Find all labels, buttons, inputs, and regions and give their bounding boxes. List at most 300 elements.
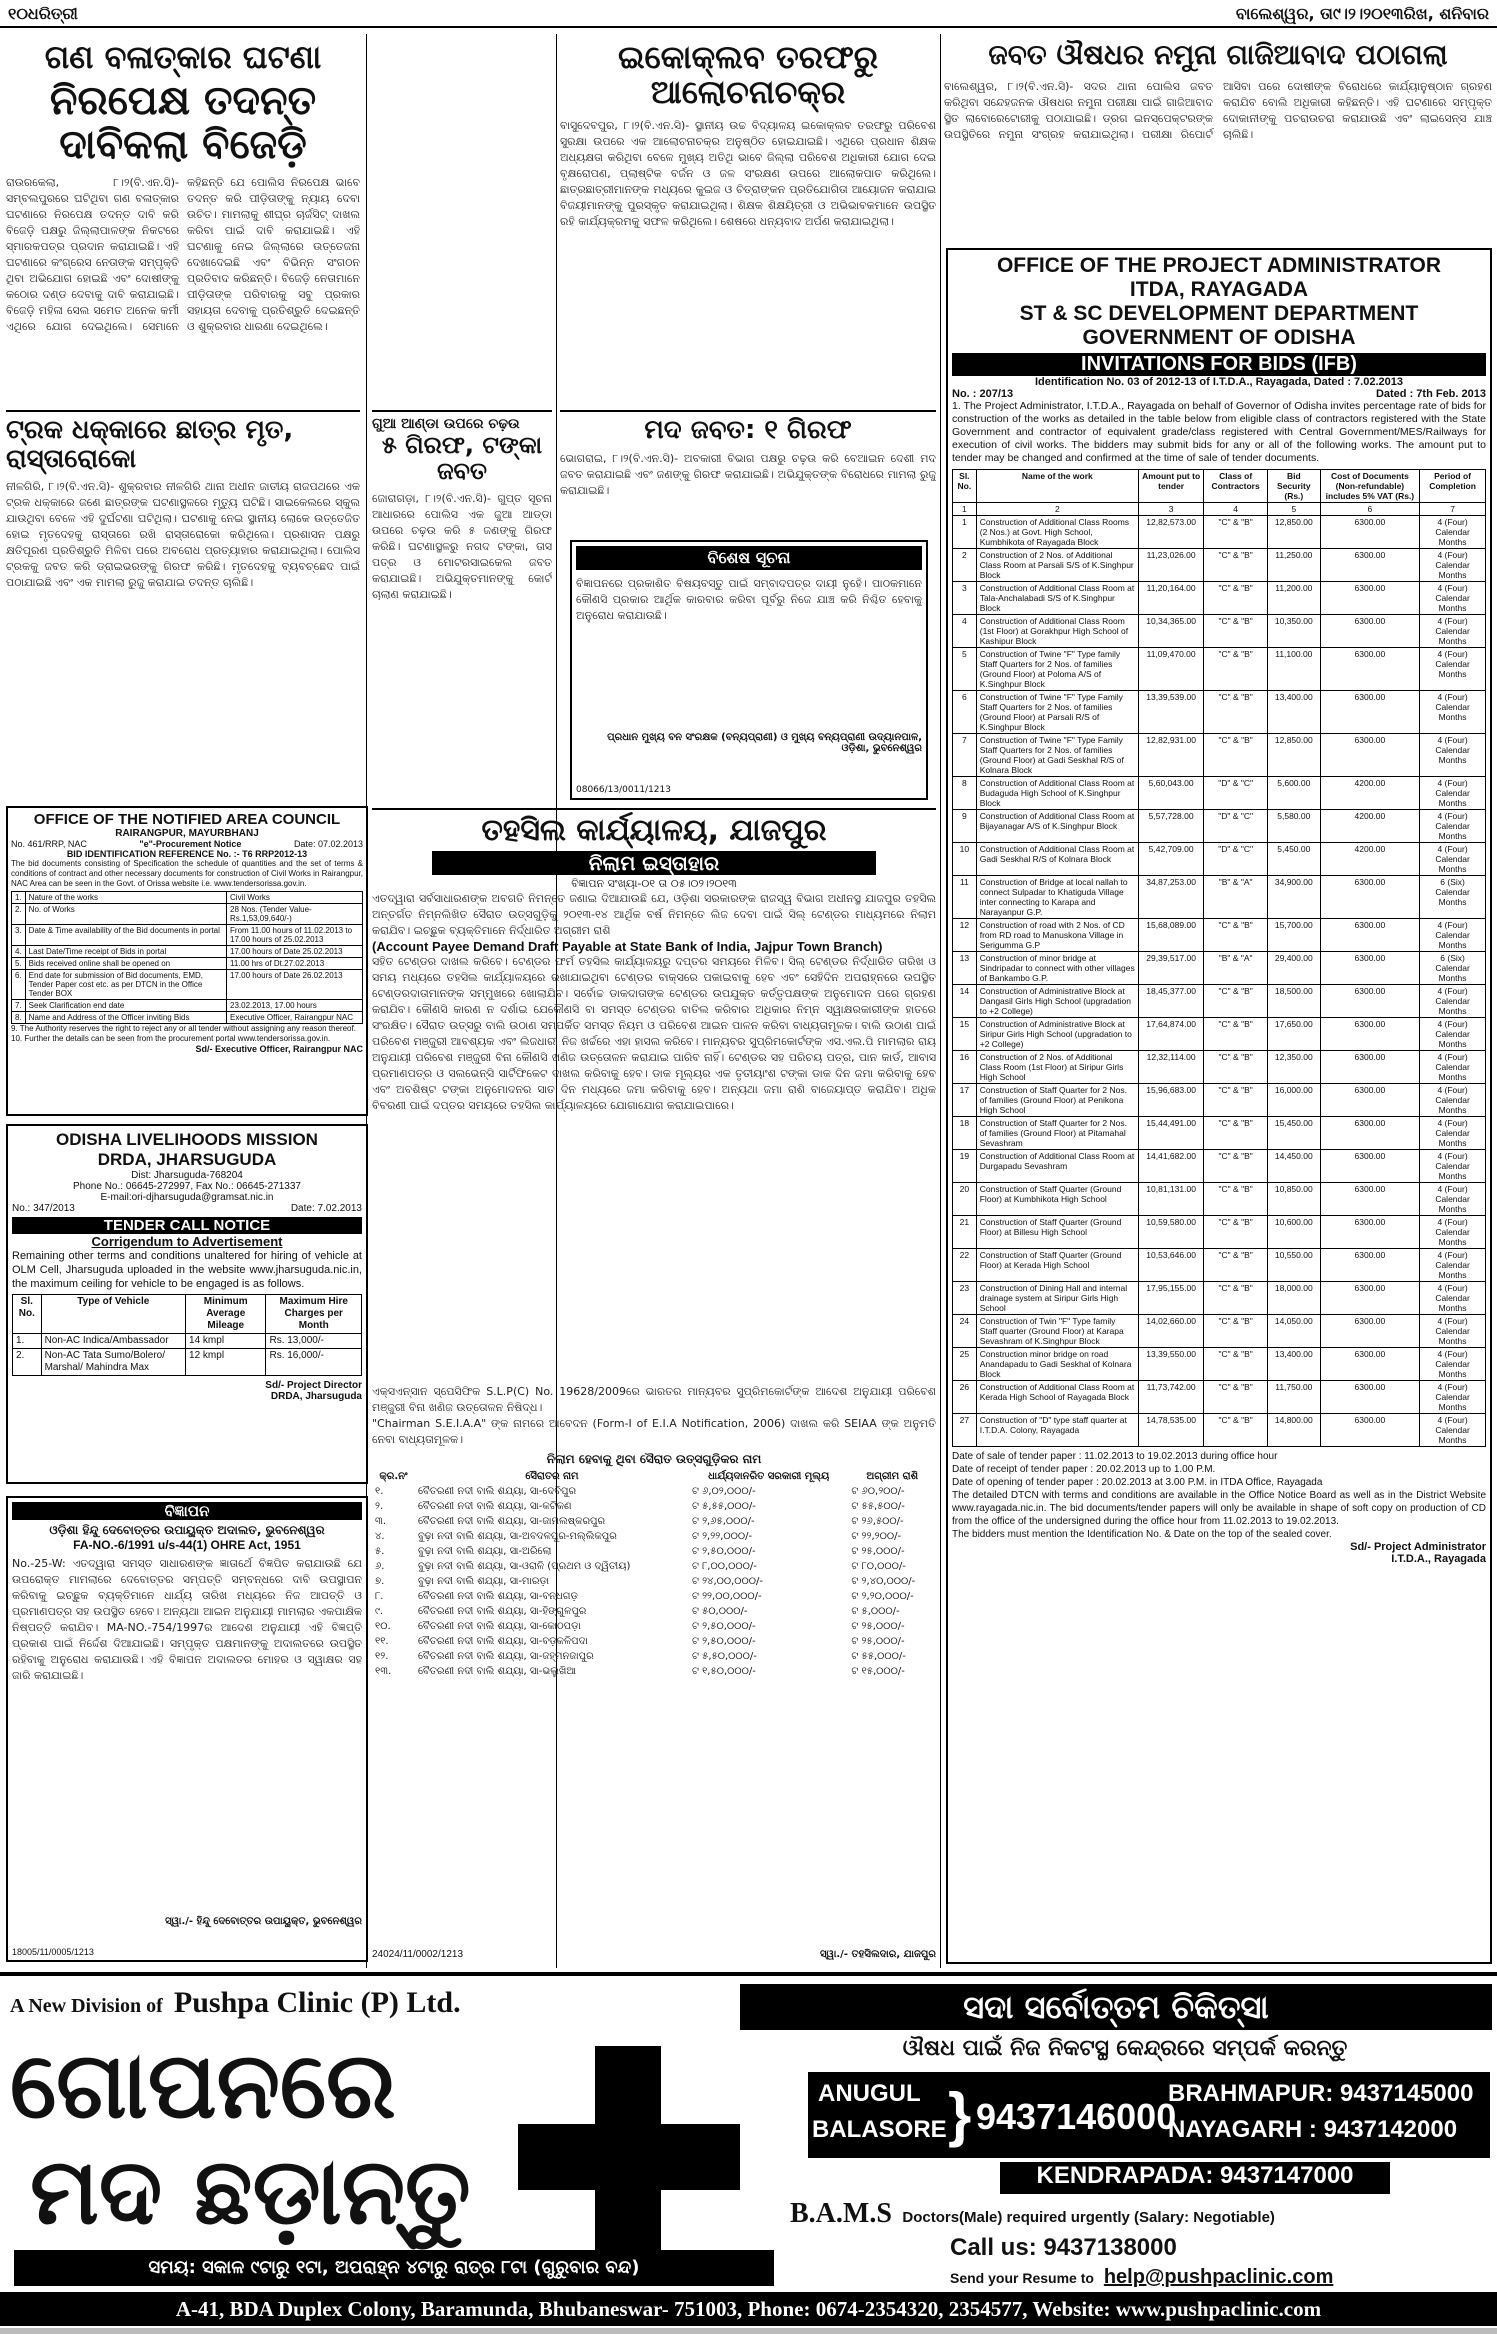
table-cell: Construction of 2 Nos. of Additional Class Room at Parsali S/S of K.Singhpur Block <box>976 549 1138 582</box>
story-truck-accident <box>6 410 360 799</box>
table-cell: Construction of Twine "F" Type Family Staff Quarters for 2 Nos. of families (Ground Floor) at Parsali R/S of K.Singhpur Block <box>976 691 1138 734</box>
table-cell: "C" & "B" <box>1204 1315 1268 1348</box>
table-cell: 11,23,026.00 <box>1138 549 1203 582</box>
clinic-medicine-line: ଔଷଧ ପାଇଁ ନିଜ ନିକଟସ୍ଥ କେନ୍ଦ୍ରରେ ସମ୍ପର୍କ କରନ୍ତୁ <box>902 2036 1348 2061</box>
table-cell: 18,45,377.00 <box>1138 985 1203 1018</box>
table-row <box>372 1634 936 1649</box>
table-row <box>953 691 1486 734</box>
table-cell: 10,850.00 <box>1267 1183 1320 1216</box>
table-cell: 16 <box>953 1051 977 1084</box>
table-cell: ବୁଢ଼ା ନଦୀ ବାଲି ଶଯ୍ୟା, ସା-ଓରାଳି (ପ୍ରଥମ ଓ ଦ୍ୱିତୀୟ) <box>417 1561 631 1572</box>
table-row <box>12 925 363 946</box>
tahasil-dd-note: (Account Payee Demand Draft Payable at State Bank of India, Jajpur Town Branch) <box>372 939 883 954</box>
column-rule <box>940 34 941 1968</box>
clinic-anugul: ANUGUL <box>818 2080 921 2107</box>
table-row <box>953 1249 1486 1282</box>
table-colnum-cell: 2 <box>976 503 1138 516</box>
table-cell: "C" & "B" <box>1204 549 1268 582</box>
table-cell: 26 <box>953 1381 977 1414</box>
itda-bar: INVITATIONS FOR BIDS (IFB) <box>952 353 1486 376</box>
table-cell: ଟ ୨,୫୦,୦୦୦/- <box>691 1546 756 1557</box>
table-cell: Construction minor bridge on road Anandapadu to Gadi Seskhal of Kolnara Block <box>976 1348 1138 1381</box>
table-cell: 14 kmpl <box>186 1334 266 1349</box>
table-cell: ବୈତରଣୀ ନଦୀ ବାଲି ଶଯ୍ୟା, ସା-ହିଙ୍ଗୁଳପୁର <box>417 1606 587 1617</box>
table-cell: ୧୩. <box>375 1666 392 1677</box>
table-cell: Rs. 13,000/- <box>266 1334 362 1349</box>
table-cell: ଟ ୧,୫୦,୦୦୦/- <box>691 1666 756 1677</box>
table-header-cell: କ୍ର.ନଂ <box>379 1471 408 1482</box>
clinic-call: Call us: 9437138000 <box>950 2234 1177 2261</box>
table-cell: ୩. <box>375 1516 387 1527</box>
table-row <box>372 1544 936 1559</box>
table-cell: 6300.00 <box>1320 1183 1419 1216</box>
table-cell: ଟ ୫,୫୦,୦୦୦/- <box>691 1651 757 1662</box>
table-cell: 13,39,539.00 <box>1138 691 1203 734</box>
clinic-doctors: Doctors(Male) required urgently (Salary: Negotiable) <box>902 2209 1275 2226</box>
table-header-row <box>13 1295 362 1334</box>
table-cell: Construction of Bridge at local nallah to connect Sulpadar to Khatiguda Village inter connecting to Karapa and Narayanpur G.P. <box>976 876 1138 919</box>
table-cell: 4 (Four) Calendar Months <box>1420 648 1486 691</box>
table-cell: ଟ ୫,୦୦୦/- <box>851 1606 900 1617</box>
table-row <box>953 1414 1486 1447</box>
table-cell: 13 <box>953 952 977 985</box>
story-body: ଭୋଗରାଇ, ୮।୨(ବି.ଏନ.ସି)- ଅବକାରୀ ବିଭାଗ ପକ୍ଷରୁ ଚଢ଼ଉ କରି ବେଆଇନ ଦେଶୀ ମଦ ଜବତ କରାଯାଇଛି ଏବଂ ଜଣଙ୍କୁ ଗିରଫ କରାଯାଇଛି। ଅଭିଯୁକ୍ତଙ୍କ ବିରୋଧରେ ମାମଲା ରୁଜୁ କରାଯାଇଛି। <box>560 451 936 497</box>
table-cell: "C" & "B" <box>1204 734 1268 777</box>
table-cell: 6300.00 <box>1320 516 1419 549</box>
table-cell: 11,20,164.00 <box>1138 582 1203 615</box>
table-cell: ଟ ୧୫,୦୦୦/- <box>851 1666 905 1677</box>
clinic-line-1: ଗୋପନରେ <box>10 2032 396 2139</box>
table-cell: 34,900.00 <box>1267 876 1320 919</box>
itda-mention: The bidders must mention the Identification No. & Date on the top of the sealed cover. <box>952 1529 1332 1540</box>
table-cell: 25 <box>953 1348 977 1381</box>
story-body: ବାସୁଦେବପୁର, ୮।୨(ବି.ଏନ.ସି)- ସ୍ଥାନୀୟ ଉଚ୍ଚ ବିଦ୍ୟାଳୟ ଇକୋକ୍ଲବ ତରଫରୁ ପରିବେଶ ସୁରକ୍ଷା ଉପରେ ଏକ ଆଲୋଚନାଚକ୍ର ଅନୁଷ୍ଠିତ ହୋଇଯାଇଛି। ଏଥିରେ ପ୍ରଧାନ ଶିକ୍ଷକ ଅଧ୍ୟକ୍ଷତା କରିଥିବା ବେଳେ ମୁଖ୍ୟ ଅତିଥି ଭାବେ ଜିଲ୍ଲା ପରିବେଶ ଅଧିକାରୀ ଯୋଗ ଦେଇ ବୃକ୍ଷରୋପଣ, ପ୍ଲାଷ୍ଟିକ ବର୍ଜନ ଓ ଜଳ ସଂରକ୍ଷଣ ଉପରେ ଆଲୋକପାତ କରିଥିଲେ। ଛାତ୍ରଛାତ୍ରୀମାନଙ୍କ ମଧ୍ୟରେ କୁଇଜ ଓ ଚିତ୍ରାଙ୍କନ ପ୍ରତିଯୋଗିତା ଆୟୋଜନ କରାଯାଇ ବିଜୟୀମାନଙ୍କୁ ପୁରସ୍କୃତ କରାଯାଇଥିଲା। ଶିକ୍ଷକ ଶିକ୍ଷୟିତ୍ରୀ ଓ ଅଭିଭାବକମାନେ ଉପସ୍ଥିତ ରହି କାର୍ଯ୍ୟକ୍ରମକୁ ସଫଳ କରିଥିଲେ। ଶେଷରେ ଧନ୍ୟବାଦ ଅର୍ପଣ କରାଯାଇଥିଲା। <box>560 119 936 229</box>
itda-intro: 1. The Project Administrator, I.T.D.A., Rayagada on behalf of Governor of Odisha invites percentage rate of bids for construction of the works as detailed in the table below from eligible class of contractors registered with the State Government and contractor of equivalent grade/class registered with Central Government/MES/Railways for execution of civil works. The bidders may submit bids for any or all of the following works. The amount put to tender may be changed and confirmed at the time of sale of tender documents. <box>952 400 1486 464</box>
table-cell: ୧. <box>375 1486 384 1497</box>
table-cell: 11 <box>953 876 977 919</box>
table-cell: 15,68,089.00 <box>1138 919 1203 952</box>
notice-ref: 08066/13/0011/1213 <box>576 785 671 795</box>
table-cell: 6300.00 <box>1320 1249 1419 1282</box>
table-header-cell: Cost of Documents (Non-refundable) includes 5% VAT (Rs.) <box>1320 470 1419 503</box>
table-cell: 10,53,646.00 <box>1138 1249 1203 1282</box>
table-cell: ବୈତରଣୀ ନଦୀ ବାଲି ଶଯ୍ୟା, ସା-କଟିକଣ <box>417 1501 572 1512</box>
tahasil-table-caption: ନିଲାମ ହେବାକୁ ଥିବା ସୈରାତ ଉତ୍ସଗୁଡ଼ିକର ନାମ <box>546 1452 762 1466</box>
tahasil-notice-no: ବିଜ୍ଞାପନ ସଂଖ୍ୟା-୦୧ ତା ୦୫।୦୨।୨୦୧୩ <box>571 877 737 890</box>
table-row <box>372 1649 936 1664</box>
table-cell: 23.02.2013, 17.00 hours <box>227 1000 363 1012</box>
table-cell: Construction of "D" type staff quarter at I.T.D.A. Colony, Rayagada <box>976 1414 1138 1447</box>
table-cell: 6 (Six) Calendar Months <box>1420 876 1486 919</box>
table-cell: 7 <box>953 734 977 777</box>
table-cell: 4 (Four) Calendar Months <box>1420 691 1486 734</box>
table-cell: Construction of Twine "F" Type family Staff Quarters for 2 Nos. of families (Ground Floor) at Poloma A/S of K.Singhpur Block <box>976 648 1138 691</box>
table-row <box>953 1381 1486 1414</box>
clinic-phone-box <box>808 2072 1490 2158</box>
nac-title: OFFICE OF THE NOTIFIED AREA COUNCIL <box>33 811 341 828</box>
table-cell: 6300.00 <box>1320 1216 1419 1249</box>
table-header-row <box>372 1469 936 1484</box>
table-cell: 4 (Four) Calendar Months <box>1420 810 1486 843</box>
table-cell: 4 (Four) Calendar Months <box>1420 985 1486 1018</box>
table-cell: 2 <box>953 549 977 582</box>
table-cell: "D" & "C" <box>1204 777 1268 810</box>
dateline: ବାଲେଶ୍ୱର, ତା୯।୨।୨୦୧୩ରିଖ, ଶନିବାର <box>1235 4 1489 23</box>
table-cell: 12,850.00 <box>1267 734 1320 777</box>
clinic-balasore: BALASORE <box>812 2116 947 2143</box>
table-cell: 4. <box>12 946 26 958</box>
table-cell: "C" & "B" <box>1204 1381 1268 1414</box>
table-cell: 13,400.00 <box>1267 1348 1320 1381</box>
story-gambling-raid <box>372 410 552 861</box>
table-cell: 5,580.00 <box>1267 810 1320 843</box>
table-cell: 12 <box>953 919 977 952</box>
table-cell: 3. <box>12 925 26 946</box>
clinic-address: A-41, BDA Duplex Colony, Baramunda, Bhubaneswar- 751003, Phone: 0674-2354320, 2354577, Website: www.pushpaclinic.com <box>0 2292 1497 2326</box>
table-cell: 3 <box>953 582 977 615</box>
table-cell: 5,60,043.00 <box>1138 777 1203 810</box>
table-cell: 4200.00 <box>1320 777 1419 810</box>
table-cell: 4 (Four) Calendar Months <box>1420 1249 1486 1282</box>
table-cell: "C" & "B" <box>1204 582 1268 615</box>
table-cell: 15,96,683.00 <box>1138 1084 1203 1117</box>
table-cell: 4 (Four) Calendar Months <box>1420 1315 1486 1348</box>
table-cell: 10,59,580.00 <box>1138 1216 1203 1249</box>
table-cell: "B" & "A" <box>1204 952 1268 985</box>
table-row <box>953 1348 1486 1381</box>
table-cell: 6300.00 <box>1320 1084 1419 1117</box>
table-cell: 1. <box>12 892 26 904</box>
table-cell: 14,02,660.00 <box>1138 1315 1203 1348</box>
table-header-cell: Maximum Hire Charges per Month <box>266 1295 362 1334</box>
tahasil-eia: "Chairman S.E.I.A.A" ଙ୍କ ନାମରେ ଆବେଦନ (Form-I of E.I.A Notification, 2006) ଦାଖଲ କରି SEIAA ଙ୍କ ଅନୁମତି ନେବା ବାଧ୍ୟତାମୂଳକ। <box>372 1417 936 1446</box>
table-cell: 16,000.00 <box>1267 1084 1320 1117</box>
table-row <box>953 985 1486 1018</box>
table-cell: "C" & "B" <box>1204 1051 1268 1084</box>
table-header-cell: Type of Vehicle <box>41 1295 185 1334</box>
table-cell: ଟ ୨,୨୨,୦୦୦/- <box>691 1531 753 1542</box>
table-row <box>953 952 1486 985</box>
table-row <box>953 615 1486 648</box>
notice-body: ବିଜ୍ଞାପନରେ ପ୍ରକାଶିତ ବିଷୟବସ୍ତୁ ପାଇଁ ସମ୍ବାଦପତ୍ର ଦାୟୀ ନୁହେଁ। ପାଠକମାନେ କୌଣସି ପ୍ରକାର ଆର୍ଥିକ କାରବାର କରିବା ପୂର୍ବରୁ ନିଜେ ଯାଞ୍ଚ କରି ନିଶ୍ଚିତ ହେବାକୁ ଅନୁରୋଧ କରାଯାଉଛି। <box>576 577 922 622</box>
table-cell: ଟ ୫,୫୫,୦୦୦/- <box>691 1501 756 1512</box>
table-cell: 4 (Four) Calendar Months <box>1420 1414 1486 1447</box>
table-row <box>953 1183 1486 1216</box>
olm-office: DRDA, Jharsuguda <box>270 1391 362 1402</box>
table-cell: 27 <box>953 1414 977 1447</box>
table-cell: 10 <box>953 843 977 876</box>
table-cell: 5,600.00 <box>1267 777 1320 810</box>
clinic-bams: B.A.M.S <box>790 2198 892 2229</box>
table-row <box>953 1150 1486 1183</box>
clinic-kendrapada: KENDRAPADA: 9437147000 <box>1000 2162 1390 2194</box>
olm-subtitle: DRDA, JHARSUGUDA <box>97 1150 277 1169</box>
olm-email: E-mail:ori-djharsuguda@gramsat.nic.in <box>100 1192 274 1203</box>
table-cell: ଟ ୨,୫୦,୦୦୦/- <box>691 1636 756 1647</box>
table-row <box>372 1619 936 1634</box>
olm-phone: Phone No.: 06645-272997, Fax No.: 06645-271337 <box>73 1181 301 1192</box>
itda-identification: Identification No. 03 of 2012-13 of I.T.D.A., Rayagada, Dated : 7.02.2013 <box>1034 376 1403 388</box>
story-headline: ନିରପେକ୍ଷ ତଦନ୍ତ ଦାବିକଲା ବିଜେଡ଼ି <box>49 78 317 169</box>
table-cell: "C" & "B" <box>1204 985 1268 1018</box>
table-cell: ବୈତରଣୀ ନଦୀ ବାଲି ଶଯ୍ୟା, ସା-ବଡ଼କଳିପଦା <box>417 1636 588 1647</box>
table-cell: "D" & "C" <box>1204 810 1268 843</box>
table-cell: 4 (Four) Calendar Months <box>1420 549 1486 582</box>
table-cell: ବୈତରଣୀ ନଦୀ ବାଲି ଶଯ୍ୟା, ସା-ବନ୍ଧଗଡ଼ <box>417 1591 578 1602</box>
table-cell: Construction of Twine "F" Type Family Staff Quarters for 2 Nos. of families (Ground Floor) at Gadi Seskhal R/S of Kolnara Block <box>976 734 1138 777</box>
table-cell: 6300.00 <box>1320 615 1419 648</box>
table-cell: 20 <box>953 1183 977 1216</box>
clinic-main-phone: 9437146000 <box>976 2096 1177 2137</box>
table-cell: From 11.00 hours of 11.02.2013 to 17.00 hours of 25.02.2013 <box>227 925 363 946</box>
table-cell: 10,34,365.00 <box>1138 615 1203 648</box>
table-cell: 4 (Four) Calendar Months <box>1420 1117 1486 1150</box>
notice-signature: ପ୍ରଧାନ ମୁଖ୍ୟ ବନ ସଂରକ୍ଷକ (ବନ୍ୟପ୍ରାଣୀ) ଓ ମୁଖ୍ୟ ବନ୍ୟପ୍ରାଣୀ ଉଦ୍ୟାନପାଳ, ଓଡ଼ିଶା, ଭୁବନେଶ୍ୱର <box>607 732 922 754</box>
table-cell: "C" & "B" <box>1204 648 1268 691</box>
table-cell: "C" & "B" <box>1204 516 1268 549</box>
table-cell: ବୈତରଣୀ ନଦୀ ବାଲି ଶଯ୍ୟା, ସା-କୋଠପଡ଼ା <box>417 1621 581 1632</box>
table-cell: ଟ ୨,୨୦,୦୦୦/- <box>851 1591 914 1602</box>
table-cell: 11,100.00 <box>1267 648 1320 691</box>
table-cell: ଟ ୨୬,୫୦୦/- <box>851 1516 904 1527</box>
table-cell: 29,400.00 <box>1267 952 1320 985</box>
olm-table <box>12 1294 362 1376</box>
table-cell: Seek Clarification end date <box>25 1000 226 1012</box>
table-cell: ଟ ୨୨,୦୦,୦୦୦/- <box>691 1591 762 1602</box>
table-row <box>953 1084 1486 1117</box>
table-cell: 7. <box>12 1000 26 1012</box>
tahasil-body-1: ଏତଦ୍ୱାରା ସର୍ବସାଧାରଣଙ୍କ ଅବଗତି ନିମନ୍ତେ ଜଣାଇ ଦିଆଯାଉଛି ଯେ, ଓଡ଼ିଶା ସରକାରଙ୍କ ରାଜସ୍ୱ ବିଭାଗ ଅଧୀନସ୍ଥ ଯାଜପୁର ତହସିଲ ଅନ୍ତର୍ଗତ ନିମ୍ନଲିଖିତ ସୈରାତ ଉତ୍ସଗୁଡ଼ିକୁ ୨୦୧୩-୧୪ ଆର୍ଥିକ ବର୍ଷ ନିମନ୍ତେ ଲିଜ ଦେବା ପାଇଁ ସିଲ୍ ଟେଣ୍ଡର ମାଧ୍ୟମରେ ନିଲାମ କରାଯିବ। ଇଚ୍ଛୁକ ବ୍ୟକ୍ତିମାନେ ନିର୍ଦ୍ଧାରିତ ଅଗ୍ରୀମ ରାଶି <box>372 892 936 937</box>
tahasil-slp: ଏକ୍ସଏନ୍ସାନ ସ୍ପେସିଫିକ S.L.P(C) No. 19628/2009ରେ ଭାରତର ମାନ୍ୟବର ସୁପ୍ରିମକୋର୍ଟଙ୍କ ଆଦେଶ ଅନୁଯାୟୀ ପରିବେଶ ମଞ୍ଜୁରୀ ବିନା ଖଣିଜ ଉତ୍ତୋଳନ ନିଷିଦ୍ଧ। <box>372 1385 936 1414</box>
table-cell: 15,700.00 <box>1267 919 1320 952</box>
table-cell: 6300.00 <box>1320 1348 1419 1381</box>
table-row <box>372 1604 936 1619</box>
table-cell: 11,09,470.00 <box>1138 648 1203 691</box>
table-row <box>372 1514 936 1529</box>
clinic-name: Pushpa Clinic (P) Ltd. <box>173 1986 461 2019</box>
table-cell: 4 (Four) Calendar Months <box>1420 843 1486 876</box>
table-cell: 13,39,550.00 <box>1138 1348 1203 1381</box>
table-cell: ବୁଢ଼ା ନଦୀ ବାଲି ଶଯ୍ୟା, ସା-ଅରିଲୋ <box>417 1546 552 1557</box>
tahasil-signature: ସ୍ୱା./- ତହସିଲଦାର, ଯାଜପୁର <box>820 1949 936 1960</box>
table-row <box>13 1334 362 1349</box>
table-cell: 6300.00 <box>1320 1282 1419 1315</box>
table-header-cell: Name of the work <box>976 470 1138 503</box>
table-cell: "C" & "B" <box>1204 615 1268 648</box>
table-cell: Bids received online shall be opened on <box>25 958 226 970</box>
table-cell: 15,450.00 <box>1267 1117 1320 1150</box>
olm-bar: TENDER CALL NOTICE <box>12 1217 362 1234</box>
table-row <box>372 1589 936 1604</box>
table-cell: "B" & "A" <box>1204 876 1268 919</box>
story-drug-sample <box>944 40 1492 229</box>
table-cell: 4 (Four) Calendar Months <box>1420 1381 1486 1414</box>
table-cell: 2. <box>12 904 26 925</box>
story-headline: ୫ ଗିରଫ, ଟଙ୍କା ଜବତ <box>381 431 543 486</box>
table-cell: Date & Time availability of the Bid documents in portal <box>25 925 226 946</box>
table-row <box>953 1018 1486 1051</box>
table-cell: 24 <box>953 1315 977 1348</box>
table-header-cell: ଅଗ୍ରୀମ ରାଶି <box>866 1471 919 1482</box>
story-body: ଜୋରାଗଡ଼ା, ୮।୨(ବି.ଏନ.ସି)- ଗୁପ୍ତ ସୂଚନା ଆଧାରରେ ପୋଲିସ ଏକ ଜୁଆ ଆଡ୍ଡା ଉପରେ ଚଢ଼ଉ କରି ୫ ଜଣଙ୍କୁ ଗିରଫ କରିଛି। ଘଟଣାସ୍ଥଳରୁ ନଗଦ ଟଙ୍କା, ତାସ ପତ୍ର ଓ ମୋଟରସାଇକେଲ ଜବତ କରାଯାଇଛି। ଅଭିଯୁକ୍ତମାନଙ୍କୁ କୋର୍ଟ ଚାଲାଣ କରାଯାଇଛି। <box>372 491 552 601</box>
table-cell: ଟ ୬୦,୨୦୦/- <box>851 1486 905 1497</box>
table-cell: ବୈତରଣୀ ନଦୀ ବାଲି ଶଯ୍ୟା, ସା-ଦେବିପୁର <box>417 1486 577 1497</box>
table-cell: 17,650.00 <box>1267 1018 1320 1051</box>
table-cell: Construction of Administrative Block at Dangasil Girls High School (upgradation to +2 College) <box>976 985 1138 1018</box>
endowment-case: FA-NO.-6/1991 u/s-44(1) OHRE Act, 1951 <box>73 1538 301 1552</box>
table-cell: Construction of Additional Class Room at Kerada High School of Rayagada Block <box>976 1381 1138 1414</box>
story-kicker: ଗୁଆ ଆଣ୍ଡା ଉପରେ ଚଢ଼ଉ <box>372 416 520 432</box>
story-headline: ଇକୋକ୍ଲବ ତରଫରୁ ଆଲୋଚନାଚକ୍ର <box>617 38 879 112</box>
table-cell: End date for submission of Bid documents, EMD, Tender Paper cost etc. as per DTCN in the Office Tender BOX <box>25 970 226 1000</box>
olm-number: No.: 347/2013 <box>12 1203 75 1214</box>
story-body: ରାଉରକେଲା, ୮।୨(ବି.ଏନ.ସି)- ସମ୍ବଲପୁରରେ ଘଟିଥିବା ଗଣ ବଳାତ୍କାର ଘଟଣାରେ ନିରପେକ୍ଷ ତଦନ୍ତ ଦାବି କରି ବିଜେଡ଼ି ପକ୍ଷରୁ ଜିଲ୍ଲାପାଳଙ୍କ ନିକଟରେ ସ୍ମାରକପତ୍ର ପ୍ରଦାନ କରାଯାଇଛି। ଏହି ଘଟଣାରେ କଂଗ୍ରେସ ନେତାଙ୍କ ସମ୍ପୃକ୍ତି ଥିବା ଅଭିଯୋଗ ହୋଇଛି ଏବଂ ଦୋଷୀଙ୍କୁ କଠୋର ଦଣ୍ଡ ଦେବାକୁ ଦାବି କରାଯାଇଛି। ବିଜେଡ଼ି ମହିଳା ସେଲ ସମେତ ଅନେକ କର୍ମୀ ଏଥିରେ ଯୋଗ ଦେଇଥିଲେ। ସେମାନେ କହିଛନ୍ତି ଯେ ପୋଲିସ ନିରପେକ୍ଷ ଭାବେ ତଦନ୍ତ କରି ପୀଡ଼ିତାଙ୍କୁ ନ୍ୟାୟ ଦେବା ଉଚିତ। ମାମଲାକୁ ଶୀଘ୍ର ଚାର୍ଜସିଟ୍ ଦାଖଲ କରିବା ପାଇଁ ଦାବି କରାଯାଇଛି। ଏହି ଘଟଣାକୁ ନେଇ ଜିଲ୍ଲାରେ ଉତ୍ତେଜନା ଦେଖାଦେଇଛି ଏବଂ ବିଭିନ୍ନ ସଂଗଠନ ପ୍ରତିବାଦ କରିଛନ୍ତି। ବିଜେଡ଼ି ନେତାମାନେ ପୀଡ଼ିତାଙ୍କ ପରିବାରକୁ ସବୁ ପ୍ରକାର ସହାୟତା ଦେବାକୁ ପ୍ରତିଶ୍ରୁତି ଦେଇଛନ୍ତି ଓ ଶୁକ୍ରବାର ଧାରଣା ଦେଇଥିଲେ। <box>6 176 360 334</box>
table-row <box>372 1529 936 1544</box>
table-row <box>12 1000 363 1012</box>
table-row <box>372 1664 936 1679</box>
table-cell: "C" & "B" <box>1204 1183 1268 1216</box>
table-cell: 1 <box>953 516 977 549</box>
table-row <box>953 1117 1486 1150</box>
table-row <box>372 1484 936 1499</box>
table-cell: 4200.00 <box>1320 810 1419 843</box>
table-cell: ବୁଢ଼ା ନଦୀ ବାଲି ଶଯ୍ୟା, ସା-ଅବଦଳପୁର-ମଲ୍ଲିକପୁର <box>417 1531 617 1542</box>
table-row <box>953 516 1486 549</box>
table-cell: 17,64,874.00 <box>1138 1018 1203 1051</box>
notice-title: ବିଶେଷ ସୂଚନା <box>576 546 922 570</box>
table-row <box>12 892 363 904</box>
table-cell: Last Date/Time receipt of Bids in portal <box>25 946 226 958</box>
table-cell: Construction of Staff Quarter for 2 Nos. of families (Ground Floor) at Penikona High School <box>976 1084 1138 1117</box>
table-cell: 10,550.00 <box>1267 1249 1320 1282</box>
table-cell: 4 (Four) Calendar Months <box>1420 582 1486 615</box>
itda-title-3: ST & SC DEVELOPMENT DEPARTMENT <box>1019 302 1419 325</box>
itda-office: I.T.D.A., Rayagada <box>1391 1553 1486 1565</box>
table-header-cell: Minimum Average Mileage <box>186 1295 266 1334</box>
table-cell: Construction of Staff Quarter (Ground Floor) at Billesu High School <box>976 1216 1138 1249</box>
clinic-division-line <box>10 1986 730 2028</box>
table-cell: 4 (Four) Calendar Months <box>1420 919 1486 952</box>
story-body: ବାଲେଶ୍ୱର, ୮।୨(ବି.ଏନ.ସି)- ସଦର ଥାନା ପୋଲିସ ଜବତ କରିଥିବା ସନ୍ଦେହଜନକ ଔଷଧର ନମୁନା ପରୀକ୍ଷା ପାଇଁ ଗାଜିଆବାଦ ସ୍ଥିତ ଲାବୋରେଟୋରୀକୁ ପଠାଯାଇଛି। ଡ୍ରଗ ଇନସ୍ପେକ୍ଟରଙ୍କ ଉପସ୍ଥିତିରେ ନମୁନା ସଂଗ୍ରହ କରାଯାଇଥିଲା। ପରୀକ୍ଷା ରିପୋର୍ଟ ଆସିବା ପରେ ଦୋଷୀଙ୍କ ବିରୋଧରେ କାର୍ଯ୍ୟାନୁଷ୍ଠାନ ଗ୍ରହଣ କରାଯିବ ବୋଲି ଅଧିକାରୀ କହିଛନ୍ତି। ଏହି ଘଟଣାରେ ସମ୍ପୃକ୍ତ ଦୋକାନୀଙ୍କୁ ପଚରାଉଚରା କରାଯାଉଛି ଏବଂ ଲାଇସେନ୍ସ ଯାଞ୍ଚ ଚାଲିଛି। <box>944 79 1492 141</box>
table-cell: ୨. <box>375 1501 384 1512</box>
table-cell: ଟ ୨୫,୦୦୦/- <box>851 1636 905 1647</box>
table-cell: No. of Works <box>25 904 226 925</box>
table-cell: 6300.00 <box>1320 691 1419 734</box>
tahasil-bar: ନିଲାମ ଇସ୍ତାହାର <box>432 851 876 875</box>
table-cell: 6300.00 <box>1320 1414 1419 1447</box>
table-cell: Construction of Twin "F" Type family Staff quarter (Ground Floor) at Karapa Sevashram of K.Singhpur Block <box>976 1315 1138 1348</box>
itda-sale-date: Date of sale of tender paper : 11.02.2013 to 19.02.2013 during office hour <box>952 1451 1278 1462</box>
table-row <box>12 1012 363 1024</box>
table-header-cell: Amount put to tender <box>1138 470 1203 503</box>
table-cell: 5,42,709.00 <box>1138 843 1203 876</box>
clinic-division: A New Division of <box>10 1995 163 2017</box>
table-cell: 6300.00 <box>1320 1051 1419 1084</box>
table-cell: ୮. <box>375 1591 384 1602</box>
table-cell: 4 (Four) Calendar Months <box>1420 1051 1486 1084</box>
table-cell: 12,82,931.00 <box>1138 734 1203 777</box>
page-number: ୧୦ଧରିତ୍ରୀ <box>8 4 78 23</box>
table-cell: 6 <box>953 691 977 734</box>
page-bottom-rule <box>0 2328 1497 2334</box>
table-cell: Construction of Additional Class Room at Bijayanagar A/S of K.Singhpur Block <box>976 810 1138 843</box>
table-cell: 4 (Four) Calendar Months <box>1420 615 1486 648</box>
table-cell: 4 (Four) Calendar Months <box>1420 734 1486 777</box>
table-cell: 6300.00 <box>1320 876 1419 919</box>
table-cell: Construction of Dining Hall and internal drainage system at Siripur Girls High School <box>976 1282 1138 1315</box>
table-cell: 6300.00 <box>1320 1117 1419 1150</box>
table-cell: 4 <box>953 615 977 648</box>
nac-signature: Sd/- Executive Officer, Rairangpur NAC <box>195 1044 363 1054</box>
itda-title-1: OFFICE OF THE PROJECT ADMINISTRATOR <box>996 254 1442 277</box>
itda-signature: Sd/- Project Administrator <box>1350 1541 1486 1553</box>
clinic-email: help@pushpaclinic.com <box>1103 2266 1334 2288</box>
itda-works-table <box>952 469 1486 1447</box>
table-header-cell: Sl. No. <box>13 1295 42 1334</box>
table-cell: 4 (Four) Calendar Months <box>1420 777 1486 810</box>
table-cell: 14,050.00 <box>1267 1315 1320 1348</box>
clinic-brahmapur: BRAHMAPUR: 9437145000 <box>1168 2080 1474 2107</box>
table-cell: ୧୦. <box>375 1621 391 1632</box>
olm-tender-notice <box>6 1124 368 1484</box>
table-colnum-cell: 5 <box>1267 503 1320 516</box>
table-cell: "C" & "B" <box>1204 1084 1268 1117</box>
table-cell: 6300.00 <box>1320 1315 1419 1348</box>
brace-icon: } <box>948 2081 972 2148</box>
table-cell: 4200.00 <box>1320 843 1419 876</box>
endowment-bar: ବିଜ୍ଞାପନ <box>12 1502 362 1520</box>
page-header <box>0 0 1497 28</box>
table-cell: ଟ ୫୫,୦୦୦/- <box>851 1651 906 1662</box>
itda-title-4: GOVERNMENT OF ODISHA <box>1082 326 1356 349</box>
table-cell: Construction of Additional Class Room at Budaguda High School of K.Singhpur Block <box>976 777 1138 810</box>
table-header-cell: Bid Security (Rs.) <box>1267 470 1320 503</box>
endowment-body: No.-25-W: ଏତଦ୍ୱାରା ସମସ୍ତ ସାଧାରଣଙ୍କ ଜ୍ଞାତାର୍ଥେ ବିଜ୍ଞପିତ କରାଯାଉଛି ଯେ ଉପରୋକ୍ତ ମାମଲାରେ ଦେବୋତ୍ତର ସମ୍ପତ୍ତି ସମ୍ବନ୍ଧରେ ଦାବି ଉପସ୍ଥାପନ କରିବାକୁ ଇଚ୍ଛୁକ ବ୍ୟକ୍ତିମାନେ ଧାର୍ଯ୍ୟ ତାରିଖ ମଧ୍ୟରେ ନିଜ ଆପତ୍ତି ଓ ପ୍ରମାଣପତ୍ର ସହ ଉପସ୍ଥିତ ହେବେ। ଅନ୍ୟଥା ଆଇନ ଅନୁଯାୟୀ ମାମଲାର ଏକପାକ୍ଷିକ ନିଷ୍ପତ୍ତି କରାଯିବ। MA-NO.-754/1997ର ଆଦେଶ ଅନୁଯାୟୀ ଏହି ବିଜ୍ଞପ୍ତି ପ୍ରକାଶ ପାଇଁ ନିର୍ଦ୍ଦେଶ ଦିଆଯାଇଛି। ସମ୍ପୃକ୍ତ ପକ୍ଷମାନଙ୍କୁ ଅଦାଲତରେ ଉପସ୍ଥିତ ରହିବାକୁ ଅନୁରୋଧ କରାଯାଉଛି। ଏହି ବିଜ୍ଞାପନ ଅଦାଲତର ମୋହର ଓ ସ୍ୱାକ୍ଷର ସହ ଜାରି କରାଯାଇଛି। <box>12 1557 362 1682</box>
table-colnum-row <box>953 503 1486 516</box>
table-cell: 5 <box>953 648 977 691</box>
story-headline: ଟ୍ରକ ଧକ୍କାରେ ଛାତ୍ର ମୃତ, ରାସ୍ତାରୋକୋ <box>6 415 294 474</box>
table-cell: ଟ ୨୫,୦୦୦/- <box>851 1621 905 1632</box>
table-cell: 14,450.00 <box>1267 1150 1320 1183</box>
table-cell: 6300.00 <box>1320 919 1419 952</box>
table-cell: 12,82,573.00 <box>1138 516 1203 549</box>
table-cell: ଟ ୨୫,୦୦୦/- <box>851 1546 905 1557</box>
table-row <box>12 970 363 1000</box>
nac-note-10: 10. Further the details can be seen from the procurement portal www.tendersorissa.gov.in. <box>11 1034 331 1043</box>
table-cell: 4 (Four) Calendar Months <box>1420 1150 1486 1183</box>
clinic-line-2: ମଦ ଛଡ଼ାନ୍ତୁ <box>30 2138 471 2245</box>
story-liquor-seized <box>560 410 936 511</box>
table-cell: 6300.00 <box>1320 648 1419 691</box>
table-row <box>953 582 1486 615</box>
table-cell: ବୁଢ଼ା ନଦୀ ବାଲି ଶଯ୍ୟା, ସା-ମାରଡ଼ା <box>417 1576 550 1587</box>
table-cell: ଟ ୮୦,୦୦୦/- <box>851 1561 906 1572</box>
table-cell: Construction of Staff Quarter for 2 Nos. of families (Ground Floor) at Pitamahal Sevashram <box>976 1117 1138 1150</box>
table-cell: 14,41,682.00 <box>1138 1150 1203 1183</box>
nac-date: Date: 07.02.2013 <box>293 839 363 849</box>
table-cell: 21 <box>953 1216 977 1249</box>
table-cell: 8. <box>12 1012 26 1024</box>
olm-signature: Sd/- Project Director <box>265 1380 362 1391</box>
nac-table <box>11 891 363 1024</box>
nac-tender-notice <box>6 806 368 1116</box>
table-cell: 34,87,253.00 <box>1138 876 1203 919</box>
table-header-cell: ସୈରାତର ନାମ <box>525 1471 579 1482</box>
table-cell: Civil Works <box>227 892 363 904</box>
table-cell: ଟ ୨୪,୦୦,୦୦୦/- <box>691 1576 764 1587</box>
table-cell: ୪. <box>375 1531 385 1542</box>
clinic-advertisement <box>0 1972 1497 2334</box>
